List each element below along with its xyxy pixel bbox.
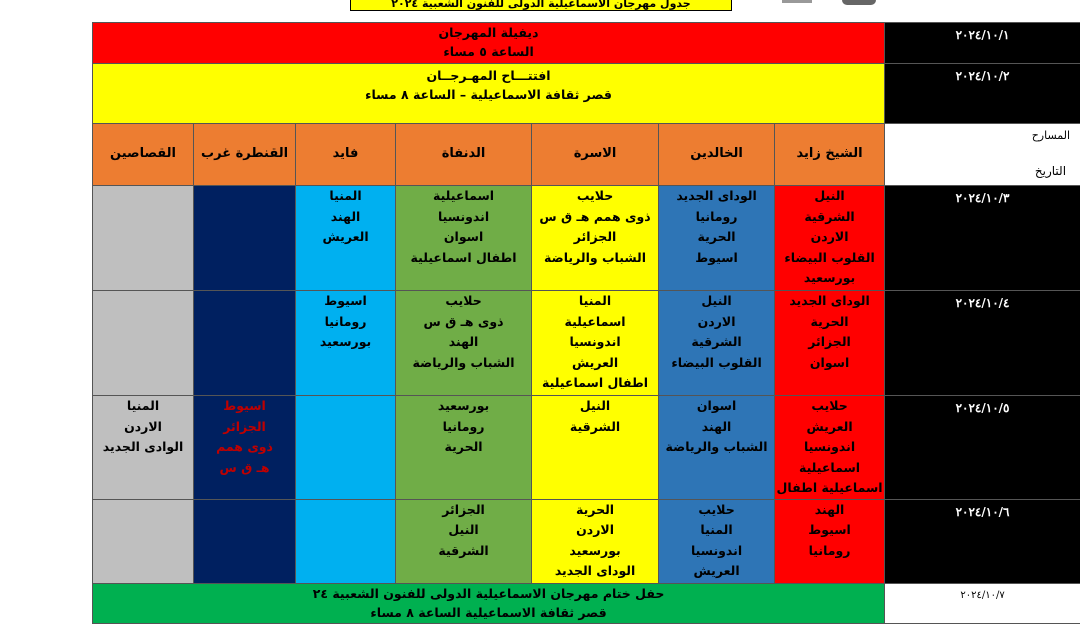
performance-cell — [194, 186, 296, 291]
performance-cell — [659, 291, 775, 396]
troupe-name: اسوان — [396, 227, 531, 248]
troupe-name: بورسعيد — [532, 541, 658, 562]
troupe-name: اسيوط — [775, 520, 884, 541]
troupe-name: الحرية — [396, 437, 531, 458]
troupe-name: الشباب والرياضة — [659, 437, 774, 458]
troupe-name: رومانيا — [659, 207, 774, 228]
performance-cell — [296, 499, 396, 583]
troupe-name: الهند — [296, 207, 395, 228]
troupe-name: اسماعيلية اطفال — [775, 478, 884, 499]
event-subtitle: الساعة ٥ مساء — [93, 42, 884, 61]
performance-cell — [775, 291, 885, 396]
troupe-name: الاردن — [532, 520, 658, 541]
troupe-name: الشرقية — [396, 541, 531, 562]
parade-row — [93, 23, 1080, 64]
theater-header: الشيخ زايد — [775, 124, 885, 186]
performance-cell — [532, 396, 659, 500]
troupe-name: اسوان — [775, 353, 884, 374]
event-subtitle: قصر ثقافة الاسماعيلية – الساعة ٨ مساء — [93, 85, 884, 104]
event-title: حفل ختام مهرجان الاسماعيلية الدولى للفنون الشعبية ٢٤ — [93, 584, 884, 603]
performance-cell — [532, 186, 659, 291]
troupe-name: اسوان — [659, 396, 774, 417]
performance-cell — [396, 186, 532, 291]
performance-cell — [93, 291, 194, 396]
performance-cell — [396, 499, 532, 583]
closing-event-cell — [93, 583, 885, 623]
opening-event-cell — [93, 64, 885, 124]
troupe-name: الاردن — [775, 227, 884, 248]
date-cell: ٢٠٢٤/١٠/٤ — [885, 291, 1080, 396]
event-subtitle: قصر ثقافة الاسماعيلية الساعة ٨ مساء — [93, 603, 884, 622]
troupe-name: اندونسيا — [775, 437, 884, 458]
performance-cell — [296, 291, 396, 396]
troupe-name: اسيوط — [659, 248, 774, 269]
troupe-name: الوداى الجديد — [659, 186, 774, 207]
troupe-name: رومانيا — [775, 541, 884, 562]
troupe-name: الشرقية — [659, 332, 774, 353]
troupe-name: الجزائر — [532, 227, 658, 248]
troupe-name: الاردن — [93, 417, 193, 438]
troupe-name: الشباب والرياضة — [396, 353, 531, 374]
troupe-name: الوادى الجديد — [93, 437, 193, 458]
event-title: افتتـــاح المهـرجــان — [93, 66, 884, 85]
festival-schedule-table — [92, 22, 1080, 624]
troupe-name: اطفال اسماعيلية — [396, 248, 531, 269]
performance-cell — [93, 499, 194, 583]
troupe-name: اطفال اسماعيلية — [532, 373, 658, 394]
troupe-name: الشرقية — [775, 207, 884, 228]
date-cell: ٢٠٢٤/١٠/٢ — [885, 64, 1080, 124]
date-cell: ٢٠٢٤/١٠/٧ — [885, 583, 1080, 623]
performance-cell — [775, 396, 885, 500]
troupe-name: العريش — [532, 353, 658, 374]
troupe-name: بورسعيد — [775, 268, 884, 289]
troupe-name: العريش — [296, 227, 395, 248]
performance-cell — [775, 499, 885, 583]
performance-cell — [93, 396, 194, 500]
troupe-name: الهند — [396, 332, 531, 353]
date-axis-label: التاريخ — [1035, 161, 1066, 182]
event-title: ديفيلة المهرجان — [93, 23, 884, 42]
date-cell: ٢٠٢٤/١٠/٥ — [885, 396, 1080, 500]
performance-cell — [93, 186, 194, 291]
troupe-name: حلايب — [396, 291, 531, 312]
schedule-row — [93, 499, 1080, 583]
troupe-name: النيل — [532, 396, 658, 417]
schedule-title: جدول مهرجان الاسماعيلية الدولى للفنون الشعبية ٢٠٢٤ — [391, 0, 690, 10]
troupe-name: النيل — [775, 186, 884, 207]
theater-header: القصاصين — [93, 124, 194, 186]
troupe-name: الجزائر — [194, 417, 295, 438]
troupe-name: ذوى هـ ق س — [396, 312, 531, 333]
theater-header: الدنفاة — [396, 124, 532, 186]
performance-cell — [659, 186, 775, 291]
troupe-name: اندونسيا — [532, 332, 658, 353]
troupe-name: الحرية — [659, 227, 774, 248]
troupe-name: المنيا — [93, 396, 193, 417]
troupe-name: هـ ق س — [194, 458, 295, 479]
theater-header: القنطرة غرب — [194, 124, 296, 186]
troupe-name: الهند — [659, 417, 774, 438]
date-cell: ٢٠٢٤/١٠/٣ — [885, 186, 1080, 291]
troupe-name: حلايب — [532, 186, 658, 207]
troupe-name: النيل — [396, 520, 531, 541]
troupe-name: النيل — [659, 291, 774, 312]
logo-mark — [842, 0, 876, 5]
theaters-axis-label: المسارح — [1032, 126, 1070, 147]
troupe-name: اسماعيلية — [775, 458, 884, 479]
parade-event-cell — [93, 23, 885, 64]
performance-cell — [194, 499, 296, 583]
schedule-row — [93, 291, 1080, 396]
troupe-name: حلايب — [659, 500, 774, 521]
troupe-name: الوداى الجديد — [775, 291, 884, 312]
troupe-name: بورسعيد — [296, 332, 395, 353]
troupe-name: اسماعيلية — [532, 312, 658, 333]
troupe-name: الجزائر — [775, 332, 884, 353]
troupe-name: المنيا — [532, 291, 658, 312]
performance-cell — [296, 396, 396, 500]
closing-row — [93, 583, 1080, 623]
schedule-title-banner — [350, 0, 732, 11]
troupe-name: الشباب والرياضة — [532, 248, 658, 269]
troupe-name: اندونسيا — [659, 541, 774, 562]
date-cell: ٢٠٢٤/١٠/٦ — [885, 499, 1080, 583]
date-cell: ٢٠٢٤/١٠/١ — [885, 23, 1080, 64]
troupe-name: اندونسيا — [396, 207, 531, 228]
troupe-name: الاردن — [659, 312, 774, 333]
troupe-name: الحرية — [532, 500, 658, 521]
troupe-name: اسماعيلية — [396, 186, 531, 207]
troupe-name: حلايب — [775, 396, 884, 417]
performance-cell — [659, 499, 775, 583]
troupe-name: القلوب البيضاء — [659, 353, 774, 374]
troupe-name: اسيوط — [296, 291, 395, 312]
troupe-name: رومانيا — [396, 417, 531, 438]
schedule-row — [93, 396, 1080, 500]
opening-row — [93, 64, 1080, 124]
performance-cell — [775, 186, 885, 291]
theater-header: فايد — [296, 124, 396, 186]
performance-cell — [532, 499, 659, 583]
troupe-name: الهند — [775, 500, 884, 521]
performance-cell — [396, 396, 532, 500]
logo-mark-secondary — [782, 0, 812, 3]
troupe-name: الشرقية — [532, 417, 658, 438]
theater-header: الاسرة — [532, 124, 659, 186]
troupe-name: العريش — [659, 561, 774, 582]
performance-cell — [396, 291, 532, 396]
troupe-name: المنيا — [659, 520, 774, 541]
troupe-name: رومانيا — [296, 312, 395, 333]
troupe-name: بورسعيد — [396, 396, 531, 417]
troupe-name: الوداى الجديد — [532, 561, 658, 582]
troupe-name: المنيا — [296, 186, 395, 207]
schedule-row — [93, 186, 1080, 291]
troupe-name: الجزائر — [396, 500, 531, 521]
troupe-name: القلوب البيضاء — [775, 248, 884, 269]
performance-cell — [194, 396, 296, 500]
performance-cell — [659, 396, 775, 500]
troupe-name: الحرية — [775, 312, 884, 333]
theaters-header-row — [93, 124, 1080, 186]
corner-header-cell — [885, 124, 1080, 186]
theater-header: الخالدين — [659, 124, 775, 186]
performance-cell — [194, 291, 296, 396]
performance-cell — [296, 186, 396, 291]
troupe-name: اسيوط — [194, 396, 295, 417]
troupe-name: ذوى همم — [194, 437, 295, 458]
troupe-name: ذوى همم هـ ق س — [532, 207, 658, 228]
performance-cell — [532, 291, 659, 396]
troupe-name: العريش — [775, 417, 884, 438]
